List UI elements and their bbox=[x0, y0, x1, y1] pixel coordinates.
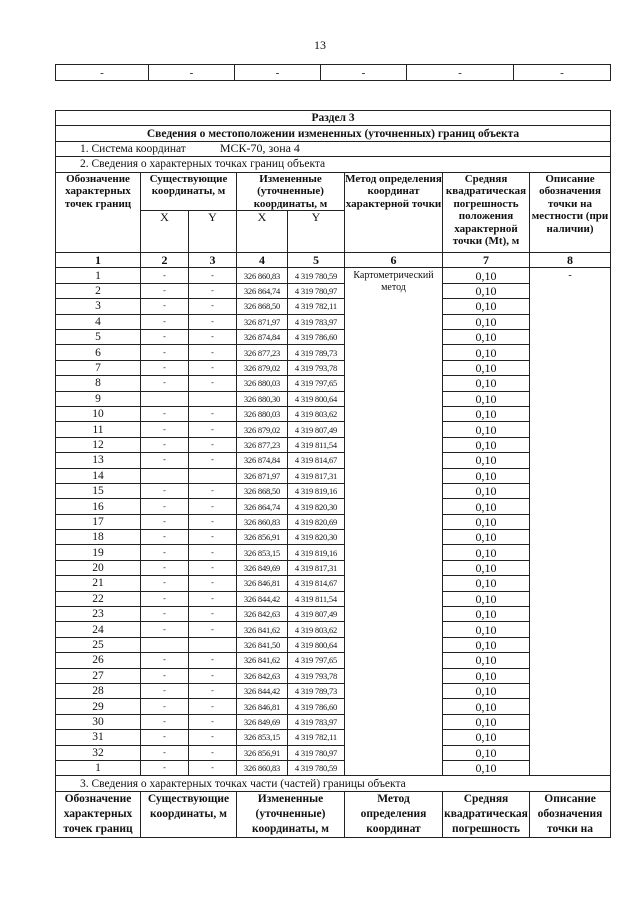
existing-y: - bbox=[189, 499, 237, 514]
changed-y: 4 319 789,73 bbox=[288, 345, 345, 360]
point-number: 18 bbox=[56, 530, 141, 545]
table-row bbox=[56, 376, 611, 391]
table-row bbox=[56, 530, 611, 545]
existing-x: - bbox=[141, 437, 189, 452]
existing-y: - bbox=[189, 299, 237, 314]
existing-y bbox=[189, 391, 237, 406]
existing-y bbox=[189, 637, 237, 652]
existing-x: - bbox=[141, 714, 189, 729]
changed-y: 4 319 800,64 bbox=[288, 391, 345, 406]
mean-error: 0,10 bbox=[443, 468, 530, 483]
coordinate-system-label: 1. Система координат bbox=[80, 143, 186, 156]
mean-error: 0,10 bbox=[443, 530, 530, 545]
existing-y: - bbox=[189, 760, 237, 775]
bottom-header-method: Метод определения координат bbox=[345, 791, 443, 837]
existing-y: - bbox=[189, 730, 237, 745]
changed-x: 326 868,50 bbox=[237, 299, 288, 314]
bottom-header-changed: Измененные (уточненные) координаты, м bbox=[237, 791, 345, 837]
changed-y: 4 319 786,60 bbox=[288, 330, 345, 345]
mean-error: 0,10 bbox=[443, 406, 530, 421]
changed-x: 326 841,62 bbox=[237, 653, 288, 668]
changed-y: 4 319 814,67 bbox=[288, 576, 345, 591]
column-number: 6 bbox=[345, 253, 443, 268]
changed-y: 4 319 819,16 bbox=[288, 545, 345, 560]
changed-x: 326 842,63 bbox=[237, 668, 288, 683]
mean-error: 0,10 bbox=[443, 560, 530, 575]
changed-y: 4 319 797,65 bbox=[288, 376, 345, 391]
existing-y bbox=[189, 468, 237, 483]
mean-error: 0,10 bbox=[443, 591, 530, 606]
table-row bbox=[56, 684, 611, 699]
existing-x: - bbox=[141, 268, 189, 283]
mean-error: 0,10 bbox=[443, 714, 530, 729]
table-cell: - bbox=[321, 65, 407, 81]
point-number: 32 bbox=[56, 745, 141, 760]
section-3-table bbox=[55, 110, 611, 838]
changed-y: 4 319 782,11 bbox=[288, 730, 345, 745]
changed-x: 326 871,97 bbox=[237, 468, 288, 483]
existing-x: - bbox=[141, 314, 189, 329]
mean-error: 0,10 bbox=[443, 422, 530, 437]
existing-x: - bbox=[141, 453, 189, 468]
existing-y: - bbox=[189, 268, 237, 283]
table-row bbox=[56, 268, 611, 283]
table-cell: - bbox=[514, 65, 611, 81]
changed-x: 326 842,63 bbox=[237, 607, 288, 622]
existing-y: - bbox=[189, 653, 237, 668]
existing-y: - bbox=[189, 345, 237, 360]
existing-y: - bbox=[189, 745, 237, 760]
mean-error: 0,10 bbox=[443, 514, 530, 529]
existing-y: - bbox=[189, 376, 237, 391]
header-method: Метод определения координат характерной точки bbox=[345, 172, 443, 253]
point-number: 1 bbox=[56, 760, 141, 775]
table-row bbox=[56, 422, 611, 437]
existing-x: - bbox=[141, 376, 189, 391]
table-row bbox=[56, 560, 611, 575]
changed-y: 4 319 797,65 bbox=[288, 653, 345, 668]
table-row bbox=[56, 453, 611, 468]
changed-y: 4 319 803,62 bbox=[288, 622, 345, 637]
existing-y: - bbox=[189, 699, 237, 714]
existing-x bbox=[141, 391, 189, 406]
changed-y: 4 319 817,31 bbox=[288, 468, 345, 483]
header-changed-y: Y bbox=[288, 211, 345, 253]
existing-y: - bbox=[189, 314, 237, 329]
changed-x: 326 880,03 bbox=[237, 376, 288, 391]
table-cell: - bbox=[149, 65, 235, 81]
changed-x: 326 874,84 bbox=[237, 330, 288, 345]
table-row bbox=[56, 65, 611, 81]
existing-x: - bbox=[141, 283, 189, 298]
changed-y: 4 319 807,49 bbox=[288, 422, 345, 437]
point-number: 3 bbox=[56, 299, 141, 314]
existing-x: - bbox=[141, 622, 189, 637]
coordinate-system-row bbox=[56, 141, 611, 156]
mean-error: 0,10 bbox=[443, 653, 530, 668]
point-number: 22 bbox=[56, 591, 141, 606]
changed-y: 4 319 780,97 bbox=[288, 745, 345, 760]
coordinate-system-value: МСК-70, зона 4 bbox=[219, 141, 300, 156]
changed-x: 326 844,42 bbox=[237, 591, 288, 606]
header-existing-x: X bbox=[141, 211, 189, 253]
changed-y: 4 319 780,97 bbox=[288, 283, 345, 298]
changed-x: 326 853,15 bbox=[237, 545, 288, 560]
point-number: 11 bbox=[56, 422, 141, 437]
point-number: 26 bbox=[56, 653, 141, 668]
mean-error: 0,10 bbox=[443, 699, 530, 714]
changed-x: 326 860,83 bbox=[237, 760, 288, 775]
point-number: 21 bbox=[56, 576, 141, 591]
table-row bbox=[56, 483, 611, 498]
existing-x: - bbox=[141, 299, 189, 314]
header-changed-x: X bbox=[237, 211, 288, 253]
changed-x: 326 868,50 bbox=[237, 483, 288, 498]
changed-y: 4 319 811,54 bbox=[288, 437, 345, 452]
existing-x: - bbox=[141, 330, 189, 345]
changed-y: 4 319 789,73 bbox=[288, 684, 345, 699]
header-changed: Измененные (уточненные) координаты, м bbox=[237, 172, 345, 211]
table-row bbox=[56, 360, 611, 375]
existing-y: - bbox=[189, 668, 237, 683]
existing-x bbox=[141, 468, 189, 483]
mean-error: 0,10 bbox=[443, 314, 530, 329]
table-row bbox=[56, 637, 611, 652]
existing-x: - bbox=[141, 406, 189, 421]
existing-x: - bbox=[141, 530, 189, 545]
existing-y: - bbox=[189, 514, 237, 529]
existing-x: - bbox=[141, 560, 189, 575]
changed-x: 326 846,81 bbox=[237, 576, 288, 591]
changed-y: 4 319 780,59 bbox=[288, 268, 345, 283]
changed-y: 4 319 803,62 bbox=[288, 406, 345, 421]
table-row bbox=[56, 622, 611, 637]
point-number: 29 bbox=[56, 699, 141, 714]
table-cell: - bbox=[235, 65, 321, 81]
existing-x: - bbox=[141, 745, 189, 760]
existing-x: - bbox=[141, 760, 189, 775]
existing-x: - bbox=[141, 422, 189, 437]
point-number: 30 bbox=[56, 714, 141, 729]
mean-error: 0,10 bbox=[443, 637, 530, 652]
mean-error: 0,10 bbox=[443, 576, 530, 591]
existing-x: - bbox=[141, 499, 189, 514]
table-row bbox=[56, 437, 611, 452]
table-row bbox=[56, 283, 611, 298]
mean-error: 0,10 bbox=[443, 483, 530, 498]
existing-x: - bbox=[141, 591, 189, 606]
column-number: 7 bbox=[443, 253, 530, 268]
table-row bbox=[56, 653, 611, 668]
changed-y: 4 319 814,67 bbox=[288, 453, 345, 468]
changed-y: 4 319 820,69 bbox=[288, 514, 345, 529]
existing-x: - bbox=[141, 699, 189, 714]
points-heading: 2. Сведения о характерных точках границ объекта bbox=[56, 157, 611, 172]
existing-x: - bbox=[141, 360, 189, 375]
bottom-header-description: Описание обозначения точки на bbox=[530, 791, 611, 837]
changed-x: 326 856,91 bbox=[237, 745, 288, 760]
changed-y: 4 319 783,97 bbox=[288, 714, 345, 729]
existing-y: - bbox=[189, 483, 237, 498]
mean-error: 0,10 bbox=[443, 330, 530, 345]
existing-x: - bbox=[141, 576, 189, 591]
point-number: 23 bbox=[56, 607, 141, 622]
existing-x: - bbox=[141, 653, 189, 668]
existing-y: - bbox=[189, 714, 237, 729]
mean-error: 0,10 bbox=[443, 760, 530, 775]
existing-x: - bbox=[141, 607, 189, 622]
changed-y: 4 319 786,60 bbox=[288, 699, 345, 714]
point-number: 12 bbox=[56, 437, 141, 452]
mean-error: 0,10 bbox=[443, 268, 530, 283]
changed-y: 4 319 793,78 bbox=[288, 360, 345, 375]
changed-x: 326 860,83 bbox=[237, 514, 288, 529]
table-cell: - bbox=[407, 65, 514, 81]
existing-x: - bbox=[141, 668, 189, 683]
changed-y: 4 319 819,16 bbox=[288, 483, 345, 498]
table-row bbox=[56, 330, 611, 345]
point-number: 16 bbox=[56, 499, 141, 514]
changed-y: 4 319 817,31 bbox=[288, 560, 345, 575]
point-number: 8 bbox=[56, 376, 141, 391]
table-row bbox=[56, 760, 611, 775]
changed-x: 326 849,69 bbox=[237, 560, 288, 575]
existing-y: - bbox=[189, 453, 237, 468]
column-number: 5 bbox=[288, 253, 345, 268]
changed-y: 4 319 800,64 bbox=[288, 637, 345, 652]
changed-x: 326 844,42 bbox=[237, 684, 288, 699]
point-number: 19 bbox=[56, 545, 141, 560]
changed-x: 326 877,23 bbox=[237, 345, 288, 360]
changed-x: 326 846,81 bbox=[237, 699, 288, 714]
changed-x: 326 880,03 bbox=[237, 406, 288, 421]
table-cell: - bbox=[56, 65, 149, 81]
changed-y: 4 319 780,59 bbox=[288, 760, 345, 775]
changed-y: 4 319 811,54 bbox=[288, 591, 345, 606]
table-row bbox=[56, 545, 611, 560]
point-number: 6 bbox=[56, 345, 141, 360]
mean-error: 0,10 bbox=[443, 499, 530, 514]
point-number: 13 bbox=[56, 453, 141, 468]
table-row bbox=[56, 576, 611, 591]
previous-table-tail bbox=[55, 64, 611, 81]
point-number: 28 bbox=[56, 684, 141, 699]
table-row bbox=[56, 468, 611, 483]
existing-x: - bbox=[141, 345, 189, 360]
point-number: 2 bbox=[56, 283, 141, 298]
column-number: 8 bbox=[530, 253, 611, 268]
mean-error: 0,10 bbox=[443, 745, 530, 760]
existing-y: - bbox=[189, 283, 237, 298]
table-row bbox=[56, 745, 611, 760]
changed-x: 326 874,84 bbox=[237, 453, 288, 468]
existing-x: - bbox=[141, 545, 189, 560]
changed-x: 326 849,69 bbox=[237, 714, 288, 729]
section-title: Раздел 3 bbox=[56, 111, 611, 126]
point-number: 14 bbox=[56, 468, 141, 483]
column-number: 4 bbox=[237, 253, 288, 268]
mean-error: 0,10 bbox=[443, 453, 530, 468]
bottom-header-existing: Существующие координаты, м bbox=[141, 791, 237, 837]
table-row bbox=[56, 699, 611, 714]
mean-error: 0,10 bbox=[443, 391, 530, 406]
mean-error: 0,10 bbox=[443, 607, 530, 622]
existing-y: - bbox=[189, 576, 237, 591]
table-row bbox=[56, 499, 611, 514]
existing-x: - bbox=[141, 514, 189, 529]
mean-error: 0,10 bbox=[443, 283, 530, 298]
description-cell: - bbox=[530, 268, 611, 776]
point-number: 7 bbox=[56, 360, 141, 375]
point-number: 1 bbox=[56, 268, 141, 283]
table-row bbox=[56, 514, 611, 529]
existing-y: - bbox=[189, 607, 237, 622]
existing-y: - bbox=[189, 437, 237, 452]
header-designation: Обозначение характерных точек границ bbox=[56, 172, 141, 253]
header-existing: Существующие координаты, м bbox=[141, 172, 237, 211]
mean-error: 0,10 bbox=[443, 360, 530, 375]
changed-x: 326 864,74 bbox=[237, 499, 288, 514]
table-row bbox=[56, 345, 611, 360]
existing-x: - bbox=[141, 483, 189, 498]
changed-x: 326 880,30 bbox=[237, 391, 288, 406]
existing-y: - bbox=[189, 360, 237, 375]
mean-error: 0,10 bbox=[443, 730, 530, 745]
point-number: 27 bbox=[56, 668, 141, 683]
table-row bbox=[56, 391, 611, 406]
changed-x: 326 860,83 bbox=[237, 268, 288, 283]
existing-x bbox=[141, 637, 189, 652]
bottom-header-error: Средняя квадратическая погрешность bbox=[443, 791, 530, 837]
point-number: 15 bbox=[56, 483, 141, 498]
point-number: 5 bbox=[56, 330, 141, 345]
point-number: 10 bbox=[56, 406, 141, 421]
existing-y: - bbox=[189, 545, 237, 560]
mean-error: 0,10 bbox=[443, 437, 530, 452]
changed-x: 326 877,23 bbox=[237, 437, 288, 452]
existing-y: - bbox=[189, 530, 237, 545]
changed-x: 326 879,02 bbox=[237, 422, 288, 437]
section-subtitle: Сведения о местоположении измененных (уточненных) границ объекта bbox=[56, 126, 611, 141]
bottom-header-designation: Обозначение характерных точек границ bbox=[56, 791, 141, 837]
changed-y: 4 319 820,30 bbox=[288, 499, 345, 514]
changed-x: 326 841,50 bbox=[237, 637, 288, 652]
table-row bbox=[56, 406, 611, 421]
mean-error: 0,10 bbox=[443, 376, 530, 391]
mean-error: 0,10 bbox=[443, 299, 530, 314]
existing-x: - bbox=[141, 684, 189, 699]
existing-y: - bbox=[189, 591, 237, 606]
changed-y: 4 319 783,97 bbox=[288, 314, 345, 329]
existing-y: - bbox=[189, 422, 237, 437]
header-error: Средняя квадратическая погрешность положения характерной точки (Mt), м bbox=[443, 172, 530, 253]
changed-x: 326 841,62 bbox=[237, 622, 288, 637]
existing-y: - bbox=[189, 560, 237, 575]
changed-y: 4 319 807,49 bbox=[288, 607, 345, 622]
existing-y: - bbox=[189, 622, 237, 637]
existing-y: - bbox=[189, 684, 237, 699]
parts-heading: 3. Сведения о характерных точках части (частей) границы объекта bbox=[56, 776, 611, 791]
mean-error: 0,10 bbox=[443, 545, 530, 560]
point-number: 31 bbox=[56, 730, 141, 745]
table-row bbox=[56, 668, 611, 683]
page-number: 13 bbox=[314, 38, 326, 52]
column-number: 2 bbox=[141, 253, 189, 268]
mean-error: 0,10 bbox=[443, 684, 530, 699]
existing-y: - bbox=[189, 330, 237, 345]
existing-y: - bbox=[189, 406, 237, 421]
mean-error: 0,10 bbox=[443, 668, 530, 683]
header-description: Описание обозначения точки на местности (при наличии) bbox=[530, 172, 611, 253]
table-row bbox=[56, 607, 611, 622]
header-existing-y: Y bbox=[189, 211, 237, 253]
changed-y: 4 319 793,78 bbox=[288, 668, 345, 683]
column-number: 3 bbox=[189, 253, 237, 268]
point-number: 24 bbox=[56, 622, 141, 637]
mean-error: 0,10 bbox=[443, 622, 530, 637]
changed-x: 326 856,91 bbox=[237, 530, 288, 545]
point-number: 25 bbox=[56, 637, 141, 652]
table-row bbox=[56, 714, 611, 729]
changed-x: 326 871,97 bbox=[237, 314, 288, 329]
changed-y: 4 319 820,30 bbox=[288, 530, 345, 545]
point-number: 17 bbox=[56, 514, 141, 529]
method-cell: Картометрический метод bbox=[345, 268, 443, 776]
table-row bbox=[56, 314, 611, 329]
table-row bbox=[56, 591, 611, 606]
column-number: 1 bbox=[56, 253, 141, 268]
mean-error: 0,10 bbox=[443, 345, 530, 360]
point-number: 20 bbox=[56, 560, 141, 575]
table-row bbox=[56, 299, 611, 314]
changed-x: 326 879,02 bbox=[237, 360, 288, 375]
table-row bbox=[56, 730, 611, 745]
changed-x: 326 853,15 bbox=[237, 730, 288, 745]
existing-x: - bbox=[141, 730, 189, 745]
changed-x: 326 864,74 bbox=[237, 283, 288, 298]
point-number: 4 bbox=[56, 314, 141, 329]
changed-y: 4 319 782,11 bbox=[288, 299, 345, 314]
point-number: 9 bbox=[56, 391, 141, 406]
